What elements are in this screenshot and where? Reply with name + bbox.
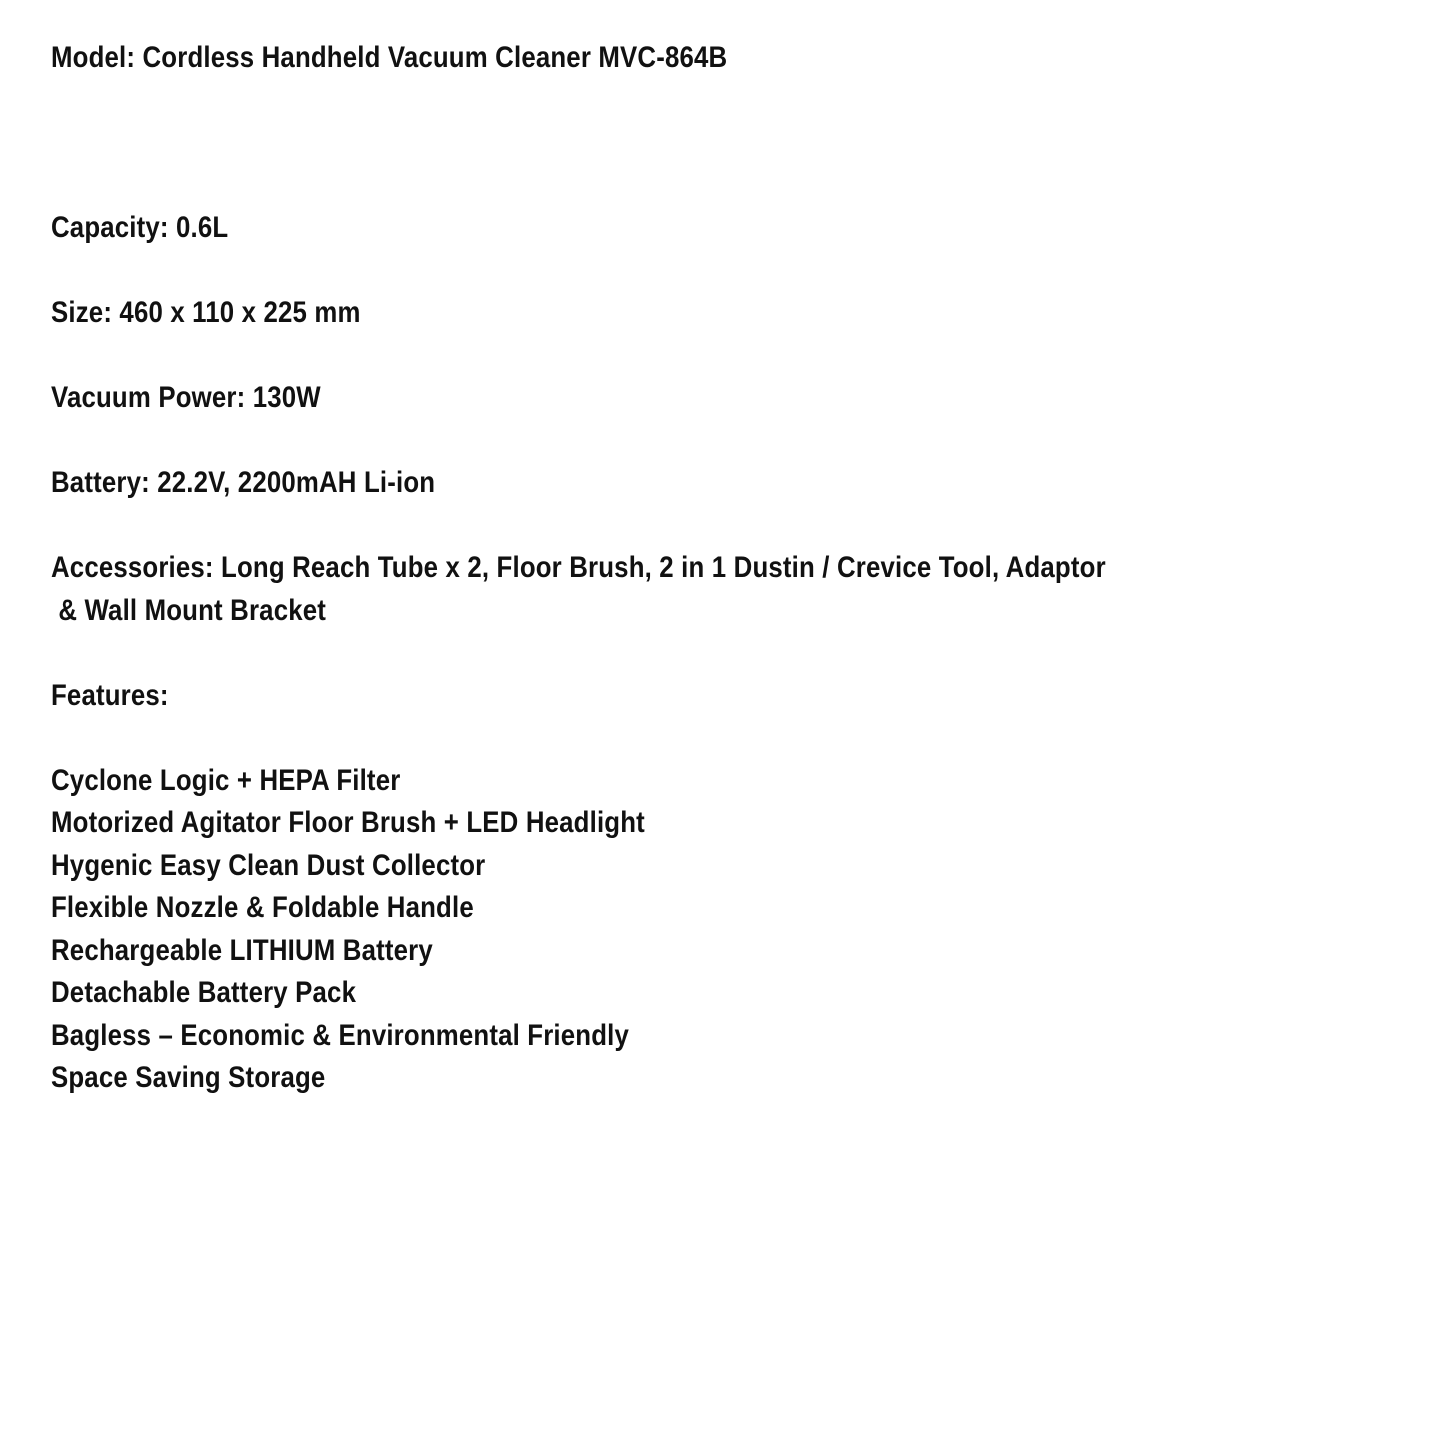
capacity-spec: Capacity: 0.6L <box>51 211 229 244</box>
accessories-spec-line-2: & Wall Mount Bracket <box>51 594 327 627</box>
feature-item: Cyclone Logic + HEPA Filter <box>51 764 401 797</box>
spec-sheet <box>51 0 1401 1440</box>
battery-spec: Battery: 22.2V, 2200mAH Li-ion <box>51 466 436 499</box>
model-title: Model: Cordless Handheld Vacuum Cleaner MVC-864B <box>51 41 728 74</box>
features-heading: Features: <box>51 679 169 712</box>
accessories-spec-line-1: Accessories: Long Reach Tube x 2, Floor Brush, 2 in 1 Dustin / Crevice Tool, Adaptor <box>51 551 1106 584</box>
feature-item: Detachable Battery Pack <box>51 976 357 1009</box>
feature-item: Flexible Nozzle & Foldable Handle <box>51 891 474 924</box>
feature-item: Hygenic Easy Clean Dust Collector <box>51 849 486 882</box>
feature-item: Bagless – Economic & Environmental Friendly <box>51 1019 630 1052</box>
feature-item: Space Saving Storage <box>51 1061 326 1094</box>
size-spec: Size: 460 x 110 x 225 mm <box>51 296 361 329</box>
vacuum-power-spec: Vacuum Power: 130W <box>51 381 321 414</box>
feature-item: Motorized Agitator Floor Brush + LED Headlight <box>51 806 645 839</box>
feature-item: Rechargeable LITHIUM Battery <box>51 934 433 967</box>
